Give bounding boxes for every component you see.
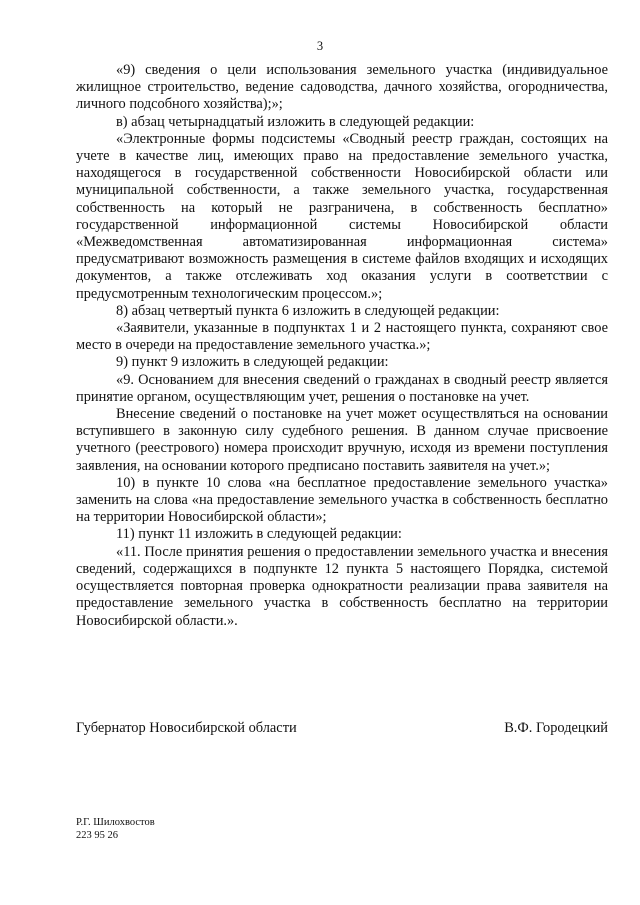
paragraph: 8) абзац четвертый пункта 6 изложить в следующей редакции: [116,302,500,319]
signatory-name: В.Ф. Городецкий [504,720,608,736]
paragraph: 9) пункт 9 изложить в следующей редакции: [116,354,389,371]
executor-block [76,817,155,842]
paragraph: «9. Основанием для внесения сведений о гражданах в сводный реестр является принятие органом, осуществляющим учет, решения о постановке на учет. [76,371,608,405]
signature-block [76,720,608,740]
signatory-position: Губернатор Новосибирской области [76,720,297,736]
paragraph: «Электронные формы подсистемы «Сводный реестр граждан, состоящих на учете в качестве лиц, имеющих право на предоставление земельного участка, находящегося в государственной собственности Новосибирской области или муниципальной собственности, а также земельного участка, государственная собственность на который не разграничена, в собственность бесплатно» государственной информационной системы Новосибирской области «Межведомственная автоматизированная информационная система» предусматривают возможность размещения в системе файлов входящих и исходящих документов, а также отслеживать ход оказания услуги в соответствии с предусмотренным технологическим процессом.»; [76,130,608,302]
page-number: 3 [316,39,324,53]
executor-name: Р.Г. Шилохвостов [76,817,155,828]
paragraph: Внесение сведений о постановке на учет может осуществляться на основании вступившего в законную силу судебного решения. В данном случае присвоение учетного (реестрового) номера происходит вручную, исходя из времени поступления заявления, на основании которого предписано поставить заявителя на учет.»; [76,406,608,474]
document-body [76,62,608,630]
paragraph: 10) в пункте 10 слова «на бесплатное предоставление земельного участка» заменить на слова «на предоставление земельного участка в собственность бесплатно на территории Новосибирской области»; [76,474,608,526]
executor-phone: 223 95 26 [76,829,118,841]
paragraph: «9) сведения о цели использования земельного участка (индивидуальное жилищное строительство, ведение садоводства, дачного хозяйства, огородничества, личного подсобного хозяйства);»; [76,62,608,113]
paragraph: «Заявители, указанные в подпунктах 1 и 2 настоящего пункта, сохраняют свое место в очереди на предоставление земельного участка.»; [76,320,608,354]
paragraph: «11. После принятия решения о предоставлении земельного участка и внесения сведений, содержащихся в подпункте 12 пункта 5 настоящего Порядка, системой осуществляется повторная проверка однократности реализации права заявителя на предоставление земельного участка в собственность бесплатно на территории Новосибирской области.». [76,543,608,629]
paragraph: в) абзац четырнадцатый изложить в следующей редакции: [116,113,475,130]
paragraph: 11) пункт 11 изложить в следующей редакции: [116,526,402,543]
